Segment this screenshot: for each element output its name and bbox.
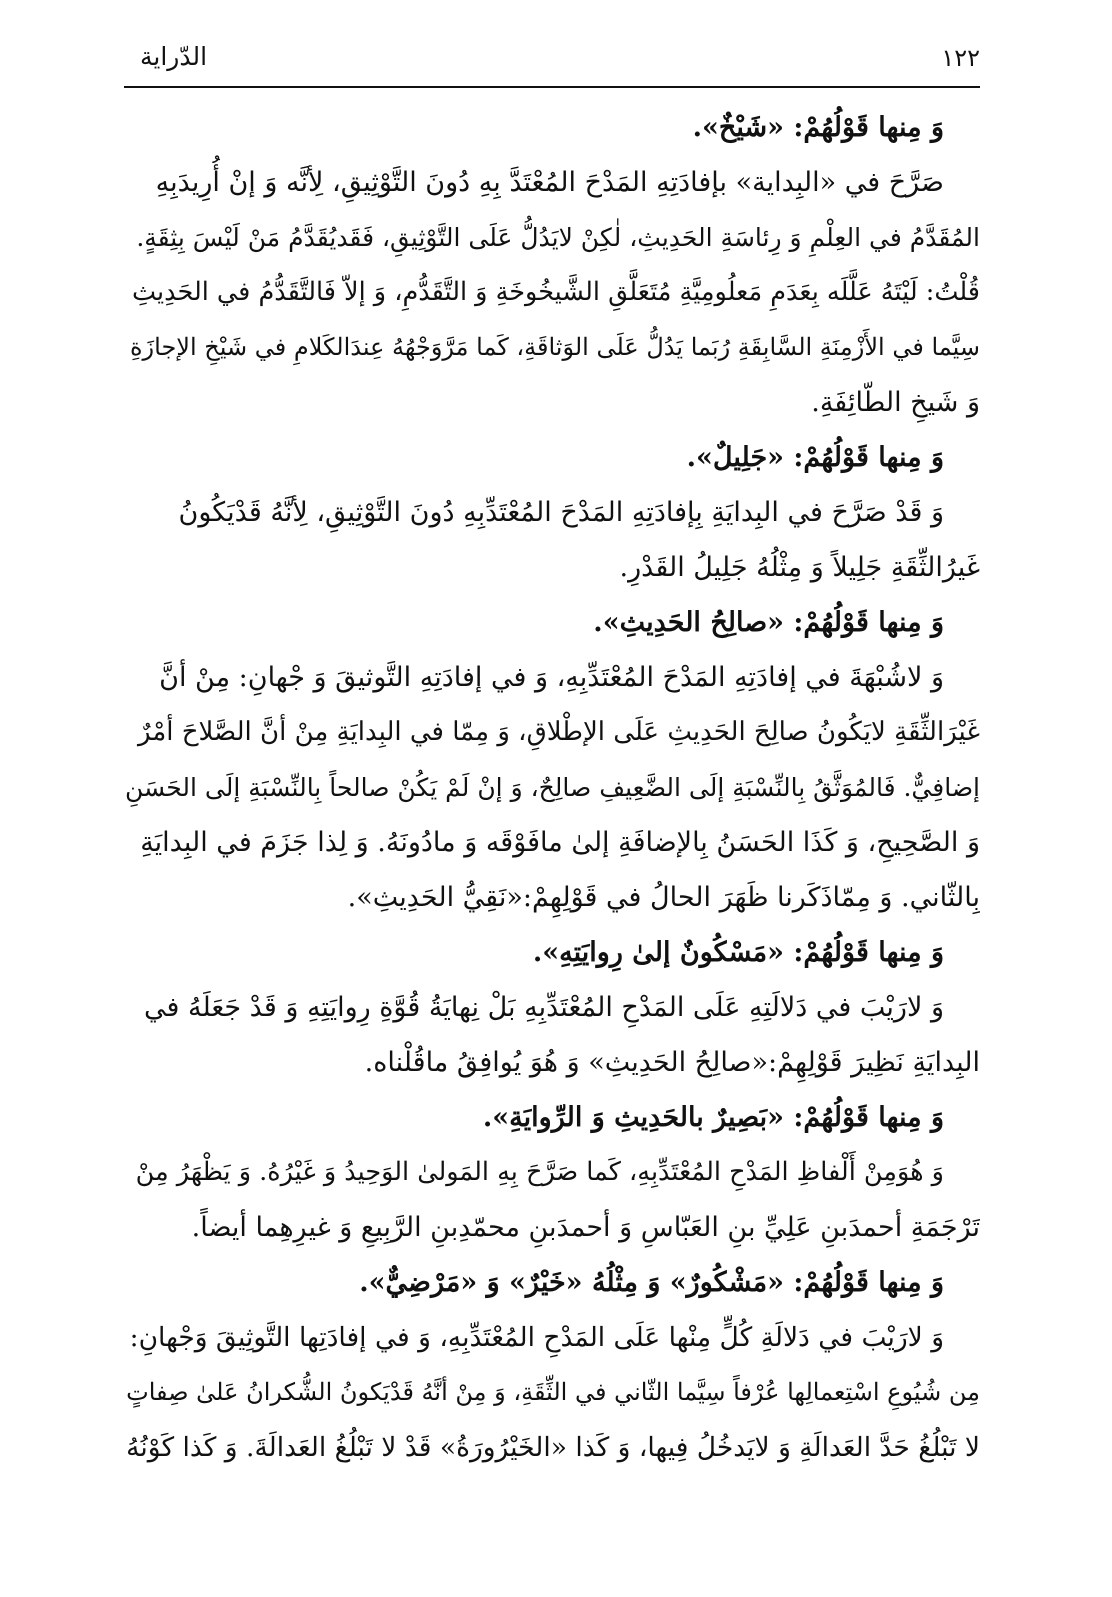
section-heading: وَ مِنها قَوْلُهُمْ: «مَسْكُونٌ إلىٰ رِوايَتِهِ». <box>532 937 944 968</box>
text-line: البِدايَةِ نَظِيرَ قَوْلِهِمْ:«صالِحُ الحَدِيثِ» وَ هُوَ يُوافِقُ ماقُلْناه. <box>364 1047 980 1078</box>
section-heading: وَ مِنها قَوْلُهُمْ: «شَيْخٌ». <box>692 112 944 143</box>
section-heading: وَ مِنها قَوْلُهُمْ: «صالِحُ الحَدِيثِ». <box>593 607 944 638</box>
section-heading: وَ مِنها قَوْلُهُمْ: «بَصِيرٌ بالحَدِيثِ وَ الرِّوايَةِ». <box>482 1102 944 1133</box>
page-number: ١٢٢ <box>941 44 980 72</box>
text-line: وَ هُوَمِنْ أَلْفاظِ المَدْحِ المُعْتَدِّبِهِ، كَما صَرَّحَ بِهِ المَولىٰ الوَحِيدُ وَ غَيْرُهُ. وَ يَظْهَرُ مِنْ <box>135 1157 944 1187</box>
text-line: غَيْرَالثِّقَةِ لايَكُونُ صالِحَ الحَدِيثِ عَلَى الإطْلاقِ، وَ مِمّا في البِدايَةِ مِنْ أنَّ الصَّلاحَ أمْرٌ <box>137 717 980 747</box>
text-line: إضافِيٌّ. فَالمُوَثَّقُ بِالنِّسْبَةِ إلَى الضَّعِيفِ صالِحٌ، وَ إنْ لَمْ يَكُنْ صالحاً بِالنِّسْبَةِ إلَى الحَسَنِ <box>124 773 980 802</box>
header-rule <box>124 86 980 88</box>
text-line: لا تَبْلُغُ حَدَّ العَدالَةِ وَ لايَدخُلُ فِيها، وَ كَذا «الخَيْرُورَةُ» قَدْ لا تَبْلُغُ العَدالَةَ. وَ كَذا كَوْنُهُ <box>126 1432 980 1463</box>
text-line: صَرَّحَ في «البِداية» بإفادَتِهِ المَدْحَ المُعْتَدَّ بِهِ دُونَ التَّوْثِيقِ، لِأنَّه وَ إنْ أُرِيدَبِهِ <box>155 167 944 198</box>
text-line: وَ شَيخِ الطّائِفَةِ. <box>811 387 980 418</box>
text-line: وَ لاشُبْهَةَ في إفادَتِهِ المَدْحَ المُعْتَدِّبِهِ، وَ في إفادَتِهِ التَّوثيقَ وَ جْهانِ: مِنْ أنَّ <box>159 662 944 693</box>
running-head <box>140 40 980 84</box>
text-line: وَ لارَيْبَ في دَلالَةِ كُلٍّ مِنْها عَلَى المَدْحِ المُعْتَدِّبِهِ، وَ في إفادَتِها التَّوثِيقَ وَجْهانِ: <box>129 1322 944 1353</box>
text-line: غَيرُالثِّقَةِ جَلِيلاً وَ مِثْلُهُ جَلِيلُ القَدْرِ. <box>619 552 980 583</box>
section-heading: وَ مِنها قَوْلُهُمْ: «جَلِيلٌ». <box>686 442 944 473</box>
text-line: وَ قَدْ صَرَّحَ في البِدايَةِ بِإفادَتِهِ المَدْحَ المُعْتَدِّبِهِ دُونَ التَّوْثِيقِ، لِأنَّهُ قَدْيَكُونُ <box>178 497 944 528</box>
text-body <box>124 100 980 1475</box>
text-line: وَ لارَيْبَ في دَلالَتِهِ عَلَى المَدْحِ المُعْتَدِّبِهِ بَلْ نِهايَةُ قُوَّةِ رِوايَتِهِ وَ قَدْ جَعَلَهُ في <box>143 992 944 1023</box>
section-heading: وَ مِنها قَوْلُهُمْ: «مَشْكُورٌ» وَ مِثْلُهُ «خَيْرٌ» وَ «مَرْضِيٌّ». <box>359 1267 944 1298</box>
text-line: وَ الصَّحِيحِ، وَ كَذَا الحَسَنُ بِالإضافَةِ إلىٰ مافَوْقَه وَ مادُونَهُ. وَ لِذا جَزَمَ في البِدايَةِ <box>140 827 980 858</box>
text-line: مِن شُيُوعِ اسْتِعمالِها عُرْفاً سِيَّما الثّاني في الثِّقَةِ، وَ مِنْ أنَّهُ قَدْيَكونُ الشُّكرانُ عَلىٰ صِفاتٍ <box>126 1378 980 1406</box>
text-line: تَرْجَمَةِ أحمدَبنِ عَلِيِّ بنِ العَبّاسِ وَ أحمدَبنِ محمّدِبنِ الرَّبِيعِ وَ غيرِهِما أيضاً. <box>191 1212 980 1243</box>
book-title: الدّراية <box>140 42 208 71</box>
text-line: سِيَّما في الأَزْمِنَةِ السَّابِقَةِ رُبَما يَدُلُّ عَلَى الوَثاقَةِ، كَما مَرَّوَجْهُهُ عِندَالكَلامِ في شَيْخِ الإجازَةِ <box>129 333 980 361</box>
text-line: بِالثّاني. وَ مِمّاذَكَرنا ظَهَرَ الحالُ في قَوْلِهِمْ:«نَقِيُّ الحَدِيثِ». <box>347 882 980 913</box>
text-line: المُقَدَّمُ في العِلْمِ وَ رِئاسَةِ الحَدِيثِ، لٰكِنْ لايَدُلُّ عَلَى التَّوْثِيقِ، فَقَديُقَدَّمُ مَنْ لَيْسَ بِثِقَةٍ. <box>136 223 980 252</box>
text-line: قُلْتُ: لَيْتَهُ عَلَّلَه بِعَدَمِ مَعلُومِيَّةِ مُتَعَلَّقِ الشَّيخُوخَةِ وَ التَّقَدُّمِ، وَ إلاّ فَالتَّقَدُّمُ في الحَدِيثِ <box>131 277 980 307</box>
